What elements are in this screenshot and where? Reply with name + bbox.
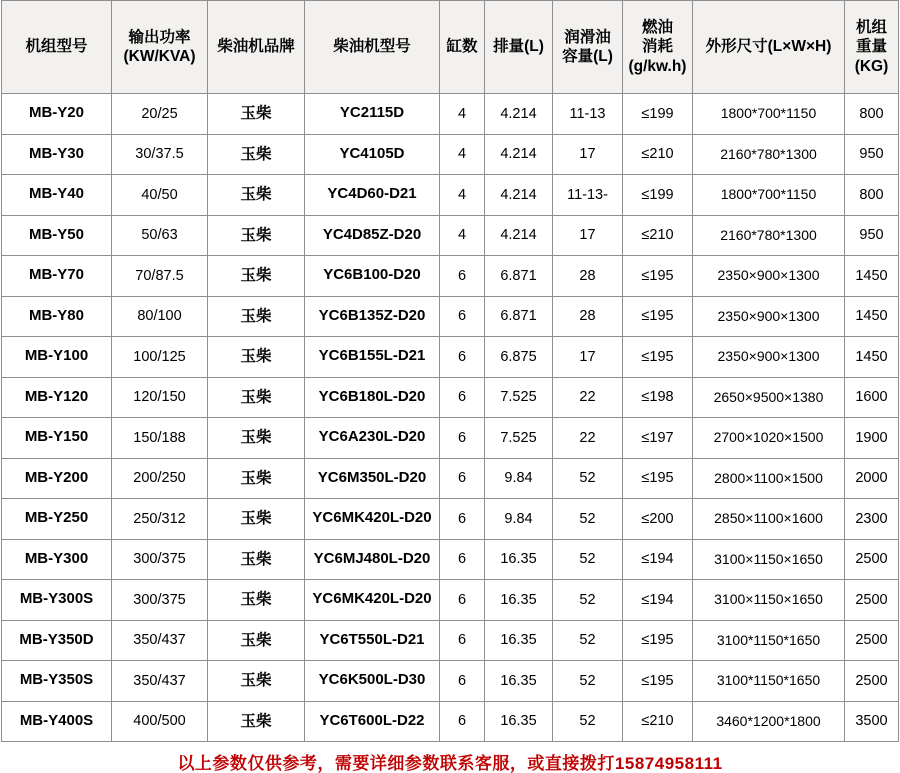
cell-fuel-consumption: ≤200 [623, 499, 693, 540]
column-header-line: 缸数 [446, 38, 478, 56]
table-row [2, 701, 899, 742]
cell-unit-model: MB-Y80 [2, 296, 112, 337]
cell-lube-oil-capacity: 28 [553, 256, 623, 297]
cell-lube-oil-capacity: 52 [553, 499, 623, 540]
cell-fuel-consumption: ≤194 [623, 539, 693, 580]
column-header-engine-brand [208, 1, 305, 94]
cell-lube-oil-capacity: 28 [553, 296, 623, 337]
cell-fuel-consumption: ≤195 [623, 458, 693, 499]
table-row [2, 418, 899, 459]
cell-cylinders: 6 [440, 539, 485, 580]
cell-displacement: 7.525 [485, 377, 553, 418]
cell-lube-oil-capacity: 52 [553, 661, 623, 702]
table-body [2, 94, 899, 742]
cell-unit-weight: 950 [845, 215, 899, 256]
cell-engine-brand: 玉柴 [208, 94, 305, 135]
table-row [2, 296, 899, 337]
cell-dimensions: 3100*1150*1650 [693, 620, 845, 661]
cell-unit-model: MB-Y40 [2, 175, 112, 216]
cell-engine-brand: 玉柴 [208, 134, 305, 175]
column-header-line: 柴油机型号 [333, 38, 411, 56]
cell-unit-model: MB-Y300 [2, 539, 112, 580]
cell-engine-brand: 玉柴 [208, 215, 305, 256]
column-header-line: 机组型号 [25, 38, 88, 56]
cell-displacement: 4.214 [485, 175, 553, 216]
cell-displacement: 16.35 [485, 620, 553, 661]
cell-engine-model: YC6T600L-D22 [305, 701, 440, 742]
cell-displacement: 4.214 [485, 134, 553, 175]
column-header-dimensions [693, 1, 845, 94]
cell-displacement: 16.35 [485, 661, 553, 702]
column-header-line: 外形尺寸(L×W×H) [705, 38, 832, 56]
cell-cylinders: 4 [440, 134, 485, 175]
column-header-line: (KW/KVA) [123, 48, 196, 65]
cell-dimensions: 2700×1020×1500 [693, 418, 845, 459]
column-header-line: 柴油机品牌 [217, 38, 295, 56]
cell-engine-brand: 玉柴 [208, 701, 305, 742]
cell-unit-model: MB-Y150 [2, 418, 112, 459]
cell-output-power: 250/312 [112, 499, 208, 540]
cell-unit-model: MB-Y20 [2, 94, 112, 135]
column-header-displacement [485, 1, 553, 94]
cell-unit-model: MB-Y70 [2, 256, 112, 297]
column-header-line: 排量(L) [493, 38, 544, 56]
cell-unit-model: MB-Y100 [2, 337, 112, 378]
cell-engine-brand: 玉柴 [208, 377, 305, 418]
cell-unit-model: MB-Y300S [2, 580, 112, 621]
cell-displacement: 4.214 [485, 94, 553, 135]
cell-unit-weight: 950 [845, 134, 899, 175]
table-row [2, 458, 899, 499]
column-header-fuel-consumption [623, 1, 693, 94]
cell-dimensions: 2850×1100×1600 [693, 499, 845, 540]
column-header-unit-model [2, 1, 112, 94]
column-header-line: (g/kw.h) [628, 57, 687, 75]
cell-unit-weight: 2500 [845, 620, 899, 661]
cell-output-power: 350/437 [112, 661, 208, 702]
cell-displacement: 9.84 [485, 458, 553, 499]
column-header-lube-oil-capacity [553, 1, 623, 94]
cell-fuel-consumption: ≤195 [623, 661, 693, 702]
cell-lube-oil-capacity: 52 [553, 539, 623, 580]
cell-dimensions: 2350×900×1300 [693, 256, 845, 297]
table-row [2, 661, 899, 702]
cell-dimensions: 3100×1150×1650 [693, 539, 845, 580]
cell-output-power: 300/375 [112, 580, 208, 621]
cell-fuel-consumption: ≤195 [623, 620, 693, 661]
cell-cylinders: 6 [440, 296, 485, 337]
cell-engine-model: YC6MK420L-D20 [305, 580, 440, 621]
cell-unit-weight: 1450 [845, 296, 899, 337]
cell-engine-model: YC6T550L-D21 [305, 620, 440, 661]
cell-lube-oil-capacity: 52 [553, 701, 623, 742]
cell-engine-brand: 玉柴 [208, 337, 305, 378]
table-row [2, 337, 899, 378]
cell-fuel-consumption: ≤210 [623, 701, 693, 742]
cell-unit-model: MB-Y350S [2, 661, 112, 702]
table-header-row [2, 1, 899, 94]
cell-output-power: 80/100 [112, 296, 208, 337]
cell-engine-brand: 玉柴 [208, 580, 305, 621]
cell-unit-model: MB-Y200 [2, 458, 112, 499]
column-header-line: 润滑油 [564, 28, 611, 46]
cell-dimensions: 3460*1200*1800 [693, 701, 845, 742]
cell-unit-weight: 2500 [845, 580, 899, 621]
cell-output-power: 30/37.5 [112, 134, 208, 175]
cell-cylinders: 4 [440, 175, 485, 216]
cell-fuel-consumption: ≤198 [623, 377, 693, 418]
cell-cylinders: 4 [440, 94, 485, 135]
cell-lube-oil-capacity: 11-13- [553, 175, 623, 216]
cell-cylinders: 6 [440, 499, 485, 540]
table-row [2, 580, 899, 621]
cell-cylinders: 6 [440, 458, 485, 499]
cell-dimensions: 3100*1150*1650 [693, 661, 845, 702]
cell-engine-model: YC6B180L-D20 [305, 377, 440, 418]
cell-fuel-consumption: ≤195 [623, 296, 693, 337]
generator-spec-table [1, 0, 899, 742]
cell-displacement: 16.35 [485, 539, 553, 580]
cell-fuel-consumption: ≤197 [623, 418, 693, 459]
cell-lube-oil-capacity: 22 [553, 418, 623, 459]
cell-engine-model: YC6MJ480L-D20 [305, 539, 440, 580]
cell-dimensions: 1800*700*1150 [693, 175, 845, 216]
cell-lube-oil-capacity: 17 [553, 134, 623, 175]
cell-output-power: 200/250 [112, 458, 208, 499]
cell-lube-oil-capacity: 11-13 [553, 94, 623, 135]
cell-cylinders: 6 [440, 377, 485, 418]
cell-output-power: 50/63 [112, 215, 208, 256]
column-header-output-power [112, 1, 208, 94]
table-row [2, 134, 899, 175]
cell-displacement: 6.871 [485, 256, 553, 297]
cell-engine-model: YC6B135Z-D20 [305, 296, 440, 337]
cell-dimensions: 2160*780*1300 [693, 134, 845, 175]
cell-unit-weight: 3500 [845, 701, 899, 742]
cell-unit-weight: 1450 [845, 337, 899, 378]
column-header-line: (KG) [854, 57, 889, 75]
cell-unit-weight: 1600 [845, 377, 899, 418]
cell-dimensions: 2350×900×1300 [693, 337, 845, 378]
cell-cylinders: 6 [440, 701, 485, 742]
cell-unit-model: MB-Y400S [2, 701, 112, 742]
cell-engine-model: YC6M350L-D20 [305, 458, 440, 499]
table-row [2, 175, 899, 216]
column-header-line: 重量 [855, 38, 887, 56]
cell-fuel-consumption: ≤195 [623, 256, 693, 297]
column-header-line: 机组 [855, 18, 887, 36]
table-row [2, 215, 899, 256]
cell-fuel-consumption: ≤194 [623, 580, 693, 621]
cell-cylinders: 6 [440, 620, 485, 661]
column-header-engine-model [305, 1, 440, 94]
table-row [2, 539, 899, 580]
cell-output-power: 120/150 [112, 377, 208, 418]
cell-output-power: 300/375 [112, 539, 208, 580]
column-header-line: 燃油 [641, 18, 673, 36]
cell-engine-model: YC6MK420L-D20 [305, 499, 440, 540]
cell-displacement: 7.525 [485, 418, 553, 459]
cell-dimensions: 2160*780*1300 [693, 215, 845, 256]
cell-cylinders: 6 [440, 337, 485, 378]
cell-unit-model: MB-Y30 [2, 134, 112, 175]
cell-engine-brand: 玉柴 [208, 256, 305, 297]
cell-engine-brand: 玉柴 [208, 499, 305, 540]
cell-displacement: 16.35 [485, 701, 553, 742]
cell-engine-model: YC6B155L-D21 [305, 337, 440, 378]
cell-dimensions: 2800×1100×1500 [693, 458, 845, 499]
cell-engine-model: YC6A230L-D20 [305, 418, 440, 459]
cell-lube-oil-capacity: 22 [553, 377, 623, 418]
cell-engine-model: YC4D60-D21 [305, 175, 440, 216]
cell-engine-brand: 玉柴 [208, 175, 305, 216]
cell-lube-oil-capacity: 17 [553, 215, 623, 256]
cell-unit-weight: 1900 [845, 418, 899, 459]
cell-displacement: 9.84 [485, 499, 553, 540]
cell-unit-weight: 2500 [845, 661, 899, 702]
cell-unit-weight: 800 [845, 94, 899, 135]
cell-output-power: 400/500 [112, 701, 208, 742]
cell-unit-model: MB-Y250 [2, 499, 112, 540]
cell-unit-weight: 1450 [845, 256, 899, 297]
cell-output-power: 150/188 [112, 418, 208, 459]
cell-engine-brand: 玉柴 [208, 418, 305, 459]
column-header-line: 输出功率 [128, 28, 191, 46]
cell-displacement: 6.871 [485, 296, 553, 337]
cell-dimensions: 1800*700*1150 [693, 94, 845, 135]
cell-unit-weight: 800 [845, 175, 899, 216]
cell-cylinders: 6 [440, 418, 485, 459]
cell-fuel-consumption: ≤199 [623, 94, 693, 135]
cell-unit-weight: 2000 [845, 458, 899, 499]
column-header-unit-weight [845, 1, 899, 94]
cell-unit-model: MB-Y50 [2, 215, 112, 256]
table-row [2, 256, 899, 297]
table-row [2, 620, 899, 661]
cell-output-power: 20/25 [112, 94, 208, 135]
cell-lube-oil-capacity: 17 [553, 337, 623, 378]
cell-engine-brand: 玉柴 [208, 661, 305, 702]
cell-engine-brand: 玉柴 [208, 620, 305, 661]
table-row [2, 499, 899, 540]
cell-unit-weight: 2300 [845, 499, 899, 540]
column-header-line: 容量(L) [562, 48, 613, 65]
cell-lube-oil-capacity: 52 [553, 458, 623, 499]
cell-cylinders: 6 [440, 256, 485, 297]
cell-unit-model: MB-Y120 [2, 377, 112, 418]
cell-dimensions: 2350×900×1300 [693, 296, 845, 337]
cell-unit-weight: 2500 [845, 539, 899, 580]
cell-engine-model: YC2115D [305, 94, 440, 135]
cell-cylinders: 6 [440, 580, 485, 621]
cell-output-power: 40/50 [112, 175, 208, 216]
cell-unit-model: MB-Y350D [2, 620, 112, 661]
table-row [2, 377, 899, 418]
column-header-line: 消耗 [641, 38, 673, 56]
cell-dimensions: 2650×9500×1380 [693, 377, 845, 418]
cell-fuel-consumption: ≤199 [623, 175, 693, 216]
cell-lube-oil-capacity: 52 [553, 580, 623, 621]
cell-fuel-consumption: ≤195 [623, 337, 693, 378]
footnote: 以上参数仅供参考，需要详细参数联系客服，或直接拨打15874958111 [177, 754, 723, 773]
table-row [2, 94, 899, 135]
cell-fuel-consumption: ≤210 [623, 134, 693, 175]
cell-displacement: 6.875 [485, 337, 553, 378]
cell-engine-brand: 玉柴 [208, 296, 305, 337]
table-header [2, 1, 899, 94]
cell-cylinders: 4 [440, 215, 485, 256]
cell-output-power: 350/437 [112, 620, 208, 661]
cell-displacement: 4.214 [485, 215, 553, 256]
cell-engine-brand: 玉柴 [208, 539, 305, 580]
column-header-cylinders [440, 1, 485, 94]
cell-output-power: 70/87.5 [112, 256, 208, 297]
cell-engine-model: YC6K500L-D30 [305, 661, 440, 702]
cell-engine-model: YC4105D [305, 134, 440, 175]
cell-dimensions: 3100×1150×1650 [693, 580, 845, 621]
cell-lube-oil-capacity: 52 [553, 620, 623, 661]
cell-cylinders: 6 [440, 661, 485, 702]
cell-engine-model: YC4D85Z-D20 [305, 215, 440, 256]
cell-fuel-consumption: ≤210 [623, 215, 693, 256]
cell-displacement: 16.35 [485, 580, 553, 621]
cell-output-power: 100/125 [112, 337, 208, 378]
cell-engine-model: YC6B100-D20 [305, 256, 440, 297]
cell-engine-brand: 玉柴 [208, 458, 305, 499]
